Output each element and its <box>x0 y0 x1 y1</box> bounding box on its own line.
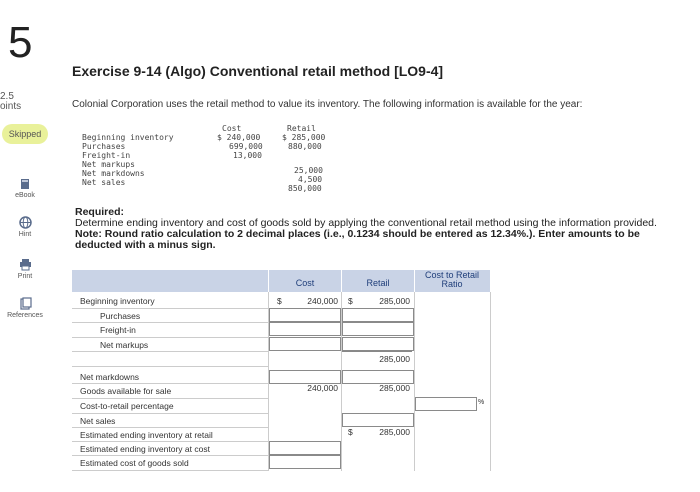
references-button[interactable] <box>0 297 50 319</box>
cost-freight-in-input[interactable] <box>269 322 341 336</box>
ebook-button[interactable] <box>0 178 50 199</box>
row-label-net-markups: Net markups <box>100 340 149 350</box>
given-cost: 699,000 <box>229 142 263 151</box>
given-label: Net markups <box>82 160 135 169</box>
cost-goods-available: 240,000 <box>307 383 338 393</box>
print-icon <box>19 258 32 271</box>
given-cost-header: Cost <box>222 124 242 133</box>
references-label: References <box>7 312 43 319</box>
references-icon <box>19 297 32 310</box>
given-label: Beginning inventory <box>82 133 174 142</box>
row-label-purchases: Purchases <box>100 311 141 321</box>
row-label-net-sales: Net sales <box>80 416 116 426</box>
cost-beginning-inventory: 240,000 <box>307 296 338 306</box>
retail-freight-in-input[interactable] <box>342 322 414 336</box>
percent-sign: % <box>478 399 485 406</box>
retail-ending-inventory: 285,000 <box>379 427 410 437</box>
row-label-beginning-inventory: Beginning inventory <box>80 296 155 306</box>
retail-net-markups-input[interactable] <box>342 337 414 351</box>
retail-net-markdowns-input[interactable] <box>342 370 414 384</box>
exercise-intro: Colonial Corporation uses the retail method to value its inventory. The following information is available for the year: <box>72 99 583 110</box>
header-cost: Cost <box>295 278 315 288</box>
book-icon <box>19 178 31 190</box>
given-retail: $ 285,000 <box>282 133 326 142</box>
cost-ending-inventory-input[interactable] <box>269 441 341 455</box>
status-badge: Skipped <box>2 124 48 144</box>
given-label: Net markdowns <box>82 169 145 178</box>
left-sidebar <box>0 0 52 492</box>
given-label: Purchases <box>82 142 126 151</box>
given-retail: 850,000 <box>288 184 322 193</box>
retail-goods-available: 285,000 <box>379 383 410 393</box>
retail-purchases-input[interactable] <box>342 308 414 322</box>
given-cost: 13,000 <box>233 151 262 160</box>
retail-subtotal: 285,000 <box>379 354 410 364</box>
given-label: Freight-in <box>82 151 131 160</box>
given-cost: $ 240,000 <box>217 133 261 142</box>
row-label-ending-cost: Estimated ending inventory at cost <box>80 444 210 454</box>
required-note: Note: Round ratio calculation to 2 decimal places (i.e., 0.1234 should be entered as 12.34%.). Enter amounts to be deducted with a minus sign. <box>75 228 640 251</box>
row-label-ending-retail: Estimated ending inventory at retail <box>80 430 213 440</box>
question-number: 5 <box>8 18 33 67</box>
row-label-cost-to-retail: Cost-to-retail percentage <box>80 401 174 411</box>
cost-cogs-input[interactable] <box>269 455 341 469</box>
hint-label: Hint <box>18 231 32 238</box>
given-retail-header: Retail <box>287 124 316 133</box>
cost-net-markdowns-input[interactable] <box>269 370 341 384</box>
given-retail: 4,500 <box>298 175 323 184</box>
globe-icon <box>19 216 32 229</box>
given-retail: 25,000 <box>294 166 323 175</box>
hint-button[interactable] <box>0 216 50 238</box>
row-label-freight-in: Freight-in <box>100 325 136 335</box>
header-label-col <box>72 270 269 292</box>
cost-to-retail-ratio-input[interactable] <box>415 397 477 411</box>
cost-dollar-sign: $ <box>277 296 282 306</box>
header-ratio: Cost to Retail Ratio <box>424 270 480 289</box>
row-label-net-markdowns: Net markdowns <box>80 372 140 382</box>
points <box>0 92 21 112</box>
required-text: Determine ending inventory and cost of goods sold by applying the conventional retail method using the information provided. <box>75 217 657 229</box>
print-button[interactable] <box>0 258 50 280</box>
retail-beginning-inventory: 285,000 <box>379 296 410 306</box>
points-label: oints <box>0 101 22 112</box>
retail-net-sales-input[interactable] <box>342 413 414 427</box>
given-retail: 880,000 <box>288 142 322 151</box>
retail-dollar-sign: $ <box>348 296 353 306</box>
given-label: Net sales <box>82 178 126 187</box>
exercise-title: Exercise 9-14 (Algo) Conventional retail method [LO9-4] <box>72 63 444 79</box>
row-label-cogs: Estimated cost of goods sold <box>80 458 189 468</box>
header-retail: Retail <box>366 278 390 288</box>
cost-net-markups-input[interactable] <box>269 337 341 351</box>
required-section <box>75 207 675 251</box>
points-value: 2.5 <box>0 91 14 102</box>
cost-purchases-input[interactable] <box>269 308 341 322</box>
ebook-label: eBook <box>15 192 35 199</box>
print-label: Print <box>17 273 33 280</box>
required-heading: Required: <box>75 206 125 218</box>
retail-dollar-sign: $ <box>348 427 353 437</box>
row-label-goods-available: Goods available for sale <box>80 386 172 396</box>
retail-method-table <box>72 270 490 471</box>
